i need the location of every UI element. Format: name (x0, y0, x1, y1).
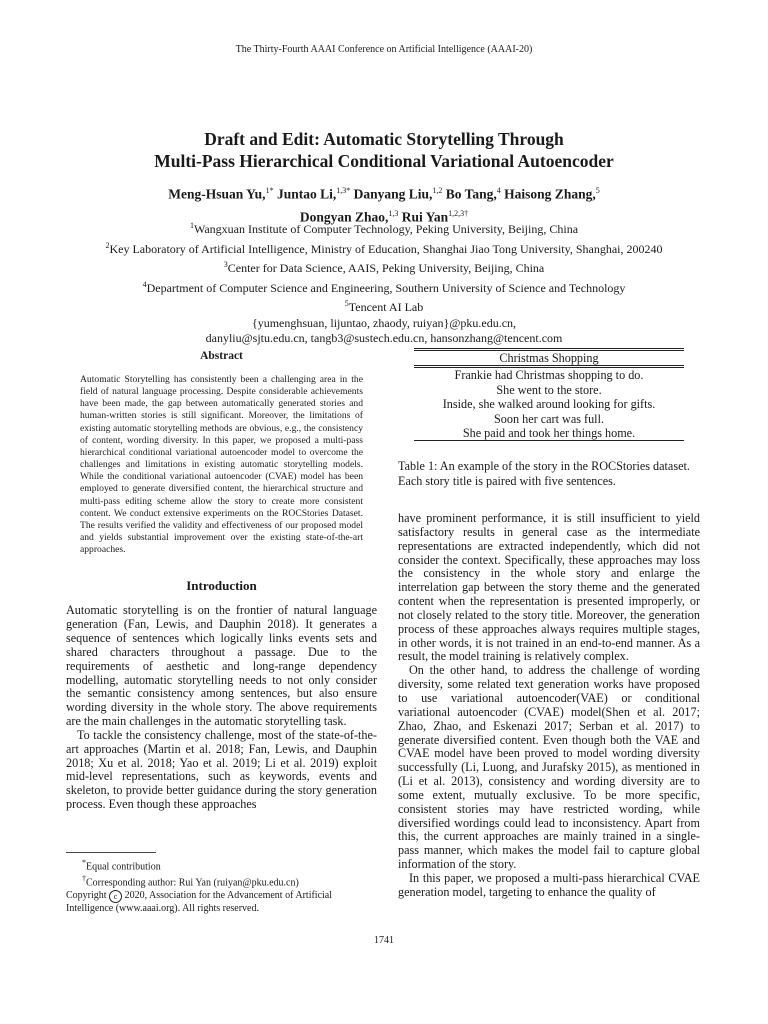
story-title-cell: Christmas Shopping (499, 351, 599, 365)
author-line-1 (60, 181, 708, 204)
affiliation-text: Center for Data Science, AAIS, Peking University, Beijing, China (227, 261, 545, 275)
body-paragraph: On the other hand, to address the challenge of wording diversity, some related text generation works have proposed to use variational autoencoder(VAE) or conditional variational autoencoder (CVAE) model(Shen et al. 2017; Zhao, Zhao, and Eskenazi 2017; Serban et al. 2017) to generate diversified content. Even though both the VAE and CVAE model have been proved to model wording diversity successfully (Li, Luong, and Jurafsky 2015), as mentioned in (Li et al. 2013), consistency and wording diversity are to some extent, mutually exclusive. To be more specific, consistent stories may have restricted wording, while diversified wordings could lead to inconsistency. Apart from this, the current approaches are mainly trained in a single-pass manner, which makes the model fail to capture global information of the story. (398, 663, 700, 872)
body-paragraph: To tackle the consistency challenge, most of the state-of-the-art approaches (Martin et al. 2018; Fan, Lewis, and Dauphin 2018; Xu et al. 2018; Yao et al. 2019; Li et al. 2019) exploit mid-level representations, such as keywords, events and skeleton, to provide better guidance during the story generation process. Even though these approaches (66, 727, 377, 812)
title-line-1: Draft and Edit: Automatic Storytelling Through (204, 129, 564, 149)
right-column (398, 348, 700, 489)
author-affil-mark: 1,3* (336, 186, 351, 195)
title-line-2: Multi-Pass Hierarchical Conditional Variational Autoencoder (154, 151, 614, 171)
story-sentence: She went to the store. (496, 382, 602, 397)
story-sentence: Frankie had Christmas shopping to do. (454, 368, 644, 383)
author-name: Haisong Zhang, (504, 186, 596, 202)
affiliation-mark: 4 (142, 279, 147, 289)
author-affil-mark: 1,2,3† (448, 208, 469, 218)
affiliation (40, 257, 728, 277)
email-line: danyliu@sjtu.edu.cn, tangb3@sustech.edu.cn, hansonzhang@tencent.com (205, 331, 563, 345)
abstract-heading: Abstract (200, 350, 243, 362)
author-name: Juntao Li, (276, 186, 337, 202)
body-paragraph: Automatic storytelling is on the frontier of natural language generation (Fan, Lewis, and Dauphin 2018). It generates a sequence of sentences which logically links events sets and shared characters throughout a passage. Due to the requirements of aesthetic and long-range dependency modelling, automatic storytelling needs to not only consider the semantic consistency among sentences, but also ensure wording diversity in the whole story. The above requirements are the main challenges in the automatic storytelling task. (66, 603, 377, 729)
story-sentence: Inside, she walked around looking for gifts. (442, 397, 656, 412)
copyright-text: 2020, Association for the Advancement of Artificial Intelligence (www.aaai.org). All rights reserved. (66, 889, 333, 914)
body-paragraph: In this paper, we proposed a multi-pass hierarchical CVAE generation model, targeting to enhance the quality of (398, 870, 700, 899)
affiliation-text: Key Laboratory of Artificial Intelligence, Ministry of Education, Shanghai Jiao Tong University, Shanghai, 200240 (109, 241, 663, 256)
story-example-table (414, 348, 684, 441)
introduction-heading: Introduction (186, 578, 257, 594)
story-sentence: Soon her cart was full. (494, 411, 604, 426)
author-name: Rui Yan (401, 209, 449, 224)
affiliation (40, 277, 728, 297)
affiliation-mark: 1 (189, 221, 194, 230)
author-affil-mark: 4 (496, 186, 501, 195)
abstract-text: Automatic Storytelling has consistently been a challenging area in the field of natural language processing. Despite considerable achievements have been made, the gap between automatically generated stories and human-written stories is still significant. Moreover, the limitations of existing automatic storytelling methods are obvious, e.g., the consistency of content, wording diversity. In this paper, we proposed a multi-pass hierarchical conditional variational autoencoder model to overcome the challenges and limitations in existing automatic storytelling models. While the conditional variational autoencoder (CVAE) model has been employed to generate diversified content, the hierarchical structure and multi-pass editing scheme allow the story to create more consistent content. We conduct extensive experiments on the ROCStories Dataset. The results verified the validity and effectiveness of our proposed model and yields substantial improvement over the existing state-of-the-art approaches. (80, 374, 363, 556)
copyright-icon: c (109, 890, 122, 903)
conference-header: The Thirty-Fourth AAAI Conference on Artificial Intelligence (AAAI-20) (235, 44, 533, 55)
author-name: Bo Tang, (445, 186, 497, 202)
table-bottom-rule (414, 440, 684, 441)
right-column-body (398, 512, 700, 900)
affiliation (40, 238, 728, 258)
affiliation-text: Wangxuan Institute of Computer Technology, Peking University, Beijing, China (193, 222, 579, 236)
footnote-divider (66, 852, 156, 853)
author-name: Danyang Liu, (353, 186, 433, 202)
paper-title (60, 128, 708, 172)
affiliation-mark: 2 (105, 240, 110, 250)
affiliation-mark: 5 (344, 299, 349, 308)
footnote-text: Equal contribution (86, 861, 161, 873)
author-name: Meng-Hsuan Yu, (168, 186, 266, 202)
footnote-text: Corresponding author: Rui Yan (ruiyan@pku.edu.cn) (86, 877, 299, 889)
affiliation-mark: 3 (223, 260, 228, 269)
affiliation (40, 218, 728, 238)
footnote-mark: † (82, 874, 86, 884)
affiliations (40, 218, 728, 347)
story-sentence: She paid and took her things home. (462, 426, 636, 441)
email-line: {yumenghsuan, lijuntao, zhaody, ruiyan}@pku.edu.cn, (251, 315, 517, 330)
table-caption: Table 1: An example of the story in the ROCStories dataset. Each story title is paired with five sentences. (398, 459, 690, 489)
page-number: 1741 (374, 935, 394, 946)
author-affil-mark: 1* (265, 186, 274, 195)
copyright-prefix: Copyright (66, 889, 107, 901)
footnotes (66, 857, 377, 915)
body-paragraph: have prominent performance, it is still insufficient to yield satisfactory results in general case as the intermediate representations are extracted independently, which did not consider the context. Specifically, these approaches may loss the consistency in the whole story and enlarge the interrelation gap between the story theme and the generated content when the representation is presented improperly, or not closely related to the story title. Moreover, the generation process of these approaches always requires multiple stages, in other words, it is not trained in an end-to-end manner. As a result, the model training is relatively complex. (398, 511, 700, 664)
author-affil-mark: 1,3 (388, 208, 399, 218)
affiliation-text: Department of Computer Science and Engineering, Southern University of Science and Technology (146, 280, 626, 295)
footnote-equal-contribution (66, 857, 377, 873)
footnote-corresponding-author (66, 873, 377, 889)
author-name: Dongyan Zhao, (299, 209, 389, 224)
author-affil-mark: 1,2 (432, 186, 443, 195)
copyright-notice (66, 890, 377, 915)
affiliation (40, 296, 728, 316)
footnote-mark: * (82, 858, 86, 867)
affiliation-text: Tencent AI Lab (348, 300, 424, 314)
author-affil-mark: 5 (595, 186, 600, 195)
left-column (66, 350, 377, 812)
